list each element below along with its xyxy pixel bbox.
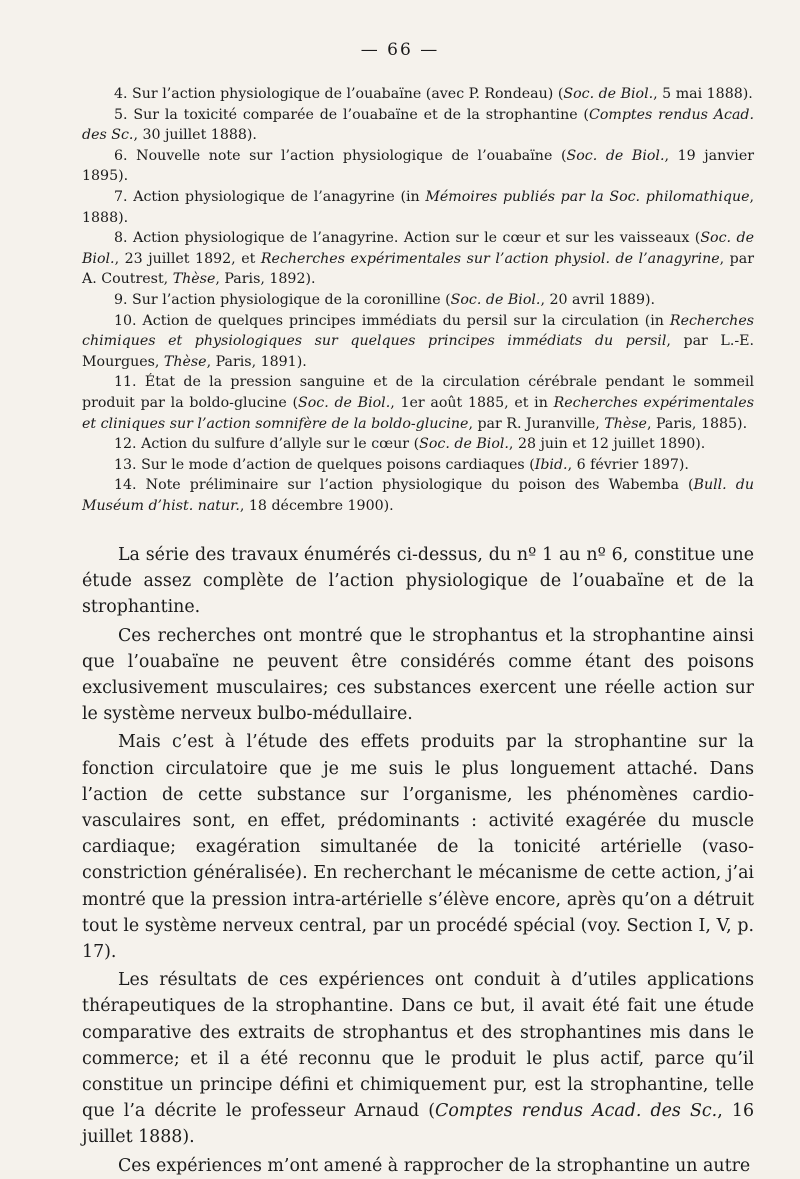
reference-item [82, 105, 754, 146]
italic-citation: Thèse [172, 271, 216, 288]
text-run: , 16 juillet 1888). [82, 1101, 755, 1148]
paragraph [82, 542, 754, 621]
reference-item [82, 187, 754, 228]
italic-citation: Soc. de Biol. [419, 436, 509, 453]
italic-citation: Comptes rendus Acad. des Sc. [435, 1101, 718, 1122]
italic-citation: Thèse [604, 415, 647, 432]
italic-citation: Soc. de Biol. [450, 291, 541, 308]
text-run: 8. Action physiologique de l’anagyrine. Action sur le cœur et sur les vaisseaux ( [114, 230, 701, 247]
italic-citation: Soc. de Biol. [82, 230, 754, 267]
text-run: La série des travaux énumérés ci-dessus, du nº 1 au nº 6, constitue une étude assez complète de l’action physiologique de l’ouabaïne et de la strophantine. [82, 545, 754, 618]
text-run: 9. Sur l’action physiologique de la coronilline ( [114, 291, 451, 308]
text-run: 14. Note préliminaire sur l’action physiologique du poison des Wabemba ( [114, 477, 694, 494]
reference-item [82, 84, 754, 105]
text-run: , Paris, 1892). [215, 271, 316, 288]
text-run: , 6 février 1897). [567, 456, 689, 473]
reference-item [82, 455, 754, 476]
paragraph [82, 1153, 754, 1179]
text-run: , 18 décembre 1900). [239, 497, 394, 514]
italic-citation: Comptes rendus Acad. des Sc. [82, 106, 754, 144]
references-list [82, 84, 754, 516]
text-run: , 20 avril 1889). [540, 291, 656, 308]
reference-item [82, 475, 754, 516]
text-run: 13. Sur le mode d’action de quelques poisons cardiaques ( [114, 456, 535, 473]
italic-citation: Recherches expérimentales sur l’action physiol. de l’anagyrine [260, 250, 720, 267]
text-run: Ces expériences m’ont amené à rapprocher de la strophantine un autre [118, 1155, 751, 1176]
italic-citation: Ibid. [534, 456, 568, 473]
paragraph [82, 729, 754, 965]
text-run: 12. Action du sulfure d’allyle sur le cœur ( [114, 436, 420, 453]
text-run: 6. Nouvelle note sur l’action physiologique de l’ouabaïne ( [114, 147, 567, 164]
reference-item [82, 372, 754, 434]
reference-item [82, 290, 754, 311]
text-run: , 28 juin et 12 juillet 1890). [508, 436, 706, 453]
text-run: , 1888). [82, 188, 754, 226]
text-run: , 5 mai 1888). [653, 86, 753, 102]
text-run: , 23 juillet 1892, et [114, 250, 261, 267]
italic-citation: Soc. de Biol. [563, 86, 654, 102]
page-number: — 66 — [360, 40, 440, 60]
italic-citation: Soc. de Biol. [566, 147, 665, 164]
text-run: 10. Action de quelques principes immédiats du persil sur la circulation (in [114, 312, 670, 329]
paragraph [82, 623, 754, 728]
italic-citation: Recherches chimiques et physiologiques sur quelques principes immédiats du persil [82, 312, 754, 350]
text-run: , par A. Coutrest, [82, 250, 754, 288]
reference-item [82, 228, 754, 290]
text-run: , 1er août 1885, et in [390, 394, 554, 411]
text-run: , 19 janvier 1895). [82, 147, 755, 185]
text-run: , 30 juillet 1888). [133, 127, 257, 144]
reference-item [82, 311, 754, 373]
paragraph [82, 967, 754, 1150]
reference-item [82, 434, 754, 455]
italic-citation: Thèse [163, 353, 207, 370]
text-run: , Paris, 1885). [646, 415, 748, 432]
text-run: , Paris, 1891). [206, 353, 307, 370]
text-run: , par L.-E. Mourgues, [82, 333, 754, 370]
text-run: 5. Sur la toxicité comparée de l’ouabaïne et de la strophantine ( [114, 106, 589, 123]
text-run: , par R. Juranville, [468, 415, 605, 432]
italic-citation: Bull. du Muséum d’hist. natur. [82, 477, 754, 514]
italic-citation: Soc. de Biol. [298, 394, 391, 411]
text-run: Mais c’est à l’étude des effets produits par la strophantine sur la fonction circulatoire que je me suis le plus longuement attaché. Dans l’action de cette substance sur l’organisme, les phénomènes cardio-vasculaires sont, en effet, prédominants : activité exagérée du muscle cardiaque; exagération simultanée de la tonicité artérielle (vaso-constriction généralisée). En recherchant le mécanisme de cette action, j’ai montré que la pression intra-artérielle s’élève encore, après qu’on a détruit tout le système nerveux central, par un procédé spécial (voy. Section I, V, p. 17). [82, 732, 754, 963]
text-run: Ces recherches ont montré que le strophantus et la strophantine ainsi que l’ouabaïne ne peuvent être considérés comme étant des poisons exclusivement musculaires; ces substances exercent une réelle action sur le système nerveux bulbo-médullaire. [82, 625, 754, 725]
reference-item [82, 146, 754, 187]
text-run: Les résultats de ces expériences ont conduit à d’utiles applications thérapeutiques de la strophantine. Dans ce but, il avait été fait une étude comparative des extraits de strophantus et des strophantines mis dans le commerce; et il a été reconnu que le produit le plus actif, parce qu’il constitue un principe défini et chimiquement pur, est la strophantine, telle que l’a décrite le professeur Arnaud ( [82, 970, 754, 1122]
text-run: 7. Action physiologique de l’anagyrine (in [114, 188, 426, 205]
italic-citation: Mémoires publiés par la Soc. philomathique [425, 188, 750, 205]
body-text [82, 542, 754, 1179]
text-run: 4. Sur l’action physiologique de l’ouabaïne (avec P. Rondeau) ( [114, 86, 564, 102]
text-run: 11. État de la pression sanguine et de la circulation cérébrale pendant le sommeil produit par la boldo-glucine ( [82, 374, 754, 411]
italic-citation: Recherches expérimentales et cliniques sur l’action somnifère de la boldo-glucine [82, 394, 754, 432]
